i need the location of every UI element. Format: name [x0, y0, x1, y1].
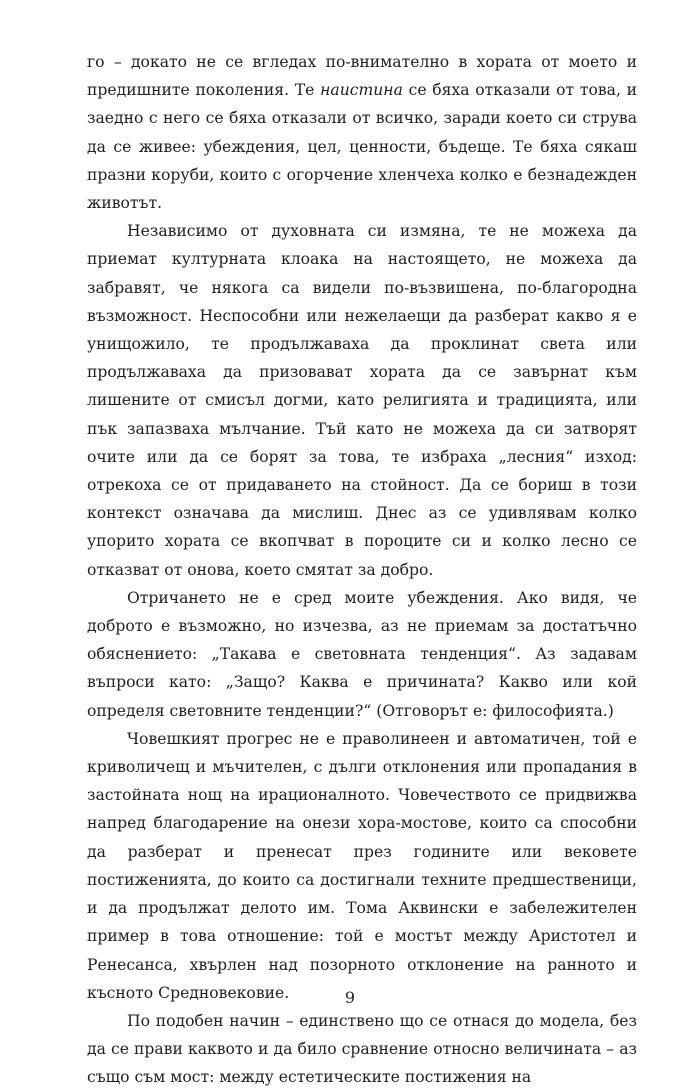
paragraph: [87, 217, 637, 584]
body-text: [87, 48, 637, 1092]
page-number: 9: [344, 988, 356, 1007]
text-run: Независимо от духовната си измяна, те не можеха да приемат културната клоака на настоящето, не можеха да забравят, че някога са видели по-възвишена, по-благородна възможност. Неспособни или нежелаещи да разберат какво я е унищожило, те продължаваха да проклинат света или продължаваха да призовават хората да се завърнат към лишените от смисъл догми, като религията и традицията, или пък запазваха мълчание. Тъй като не можеха да си затворят очите или да се борят за това, те избраха „лесния“ изход: отрекоха се от придаването на стойност. Да се бориш в този контекст означава да мислиш. Днес аз се удивлявам колко упорито хората се вкопчват в пороците си и колко лесно се отказват от онова, което смятат за добро.: [87, 222, 637, 579]
paragraph: [87, 1007, 637, 1092]
text-run: Човешкият прогрес не е праволинеен и автоматичен, той е криволичещ и мъчителен, с дълги отклонения или пропадания в застойната нощ на ирационалното. Човечеството се придвижва напред благодарение на онези хора-мостове, които са способни да разберат и пренесат през годините или вековете постиженията, до които са достигнали техните предшественици, и да продължат делото им. Тома Аквински е забележителен пример в това отношение: той е мостът между Аристотел и Ренесанса, хвърлен над позорното отклонение на ранното и късното Средновековие.: [87, 729, 637, 1002]
text-run: По подобен начин – единствено що се отнася до модела, без да се прави каквото и да било сравнение относно величината – аз също съм мост: между естетическите постижения на: [87, 1011, 637, 1087]
paragraph: [87, 725, 637, 1007]
paragraph: [87, 48, 637, 217]
paragraph: [87, 584, 637, 725]
emphasis-text: наистина: [320, 81, 403, 100]
text-run: Отричането не е сред моите убеждения. Ако видя, че доброто е възможно, но изчезва, аз не приемам за достатъчно обяснението: „Такава е световната тенденция“. Аз задавам въпроси като: „Защо? Каква е причината? Какво или кой определя световните тенденции?“ (Отговорът е: философията.): [87, 588, 637, 720]
text-run: се бяха отказали от това, и заедно с него се бяха отказали от всичко, заради което си струва да се живее: убеждения, цел, ценности, бъдеще. Те бяха сякаш празни коруби, които с огорчение хленчеха колко е безнадежден животът.: [87, 81, 637, 213]
text-run: го – докато не се вгледах по-внимателно в хората от моето и предишните поколения. Те: [87, 53, 637, 100]
